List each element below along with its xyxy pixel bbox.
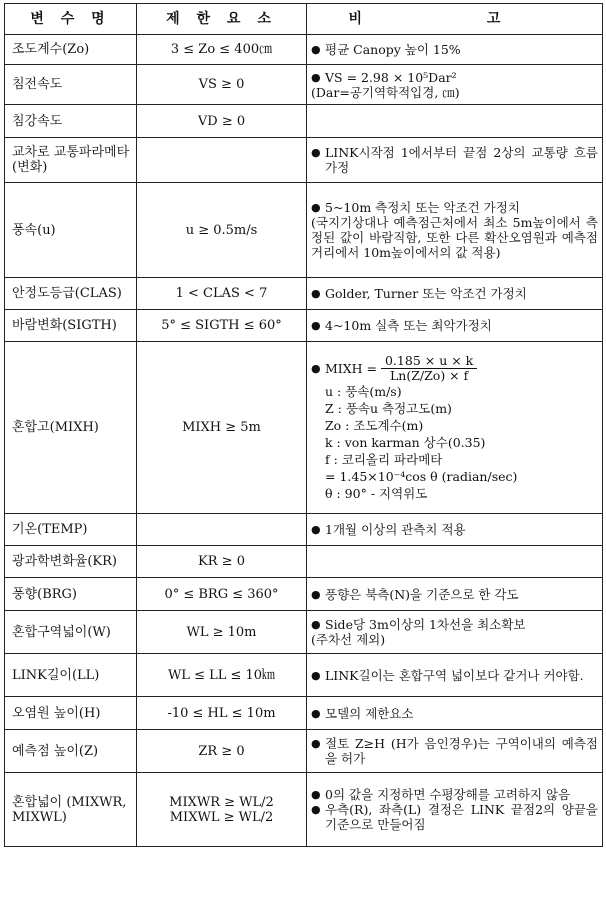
- note-cell: ● 절토 Z≥H (H가 음인경우)는 구역이내의 예측점을 허가: [307, 730, 603, 773]
- bullet-icon: ●: [311, 523, 321, 536]
- constraint-cell: u ≥ 0.5m/s: [137, 183, 307, 278]
- table-row: [5, 310, 603, 342]
- table-row: [5, 697, 603, 730]
- bullet-icon: ●: [311, 737, 321, 750]
- mixh-denominator: Ln(Z/Zo) × f: [389, 367, 469, 383]
- constraint-cell: [137, 514, 307, 546]
- bullet-icon: ●: [311, 668, 321, 682]
- constraint-cell: KR ≥ 0: [137, 546, 307, 578]
- note-cell: ● 5~10m 측정치 또는 악조건 가정치 (국지기상대나 예측점근처에서 최소 5m높이에서 측정된 값이 바람직함, 또한 다른 확산오염원과 예측점거리에서 10m높이에서의 값 적용): [307, 183, 603, 278]
- constraint-table: [4, 3, 603, 847]
- variable-cell: 예측점 높이(Z): [5, 730, 137, 773]
- variable-cell: 침강속도: [5, 105, 137, 138]
- mixh-def: f : 코리올리 파라메타: [325, 451, 443, 467]
- table-row: [5, 578, 603, 611]
- constraint-cell: VS ≥ 0: [137, 65, 307, 105]
- bullet-icon: ●: [311, 361, 321, 375]
- constraint-cell: ZR ≥ 0: [137, 730, 307, 773]
- constraint-cell: WL ≥ 10m: [137, 611, 307, 654]
- note-cell: ● 풍향은 북측(N)을 기준으로 한 각도: [307, 578, 603, 611]
- bullet-icon: ●: [311, 70, 321, 84]
- variable-cell: LINK길이(LL): [5, 654, 137, 697]
- variable-cell: 조도계수(Zo): [5, 35, 137, 65]
- note-cell: [307, 546, 603, 578]
- variable-cell: 기온(TEMP): [5, 514, 137, 546]
- note-cell: ● 모델의 제한요소: [307, 697, 603, 730]
- note-cell: ● VS = 2.98 × 10⁵Dar² (Dar=공기역학적입경, ㎝): [307, 65, 603, 105]
- note-cell: ● 0의 값을 지정하면 수평장해를 고려하지 않음 ● 우측(R), 좌측(L) 결정은 LINK 끝점2의 양끝을 기준으로 만들어짐: [307, 773, 603, 847]
- table-row: [5, 183, 603, 278]
- note-cell: ● LINK시작점 1에서부터 끝점 2상의 교통량 흐름가정: [307, 138, 603, 183]
- bullet-icon: ●: [311, 146, 321, 159]
- variable-cell: 광과학변화율(KR): [5, 546, 137, 578]
- variable-cell: 혼합구역넓이(W): [5, 611, 137, 654]
- mixh-def: θ : 90° - 지역위도: [325, 485, 428, 501]
- header-note: 비 고: [307, 4, 603, 35]
- variable-cell: 침전속도: [5, 65, 137, 105]
- table-row: [5, 105, 603, 138]
- table-row: [5, 138, 603, 183]
- variable-cell: 오염원 높이(H): [5, 697, 137, 730]
- bullet-icon: ●: [311, 803, 321, 816]
- table-row: [5, 65, 603, 105]
- header-row: [5, 4, 603, 35]
- header-variable: 변 수 명: [5, 4, 137, 35]
- constraint-cell: MIXH ≥ 5m: [137, 342, 307, 514]
- constraint-cell: 3 ≤ Zo ≤ 400㎝: [137, 35, 307, 65]
- bullet-icon: ●: [311, 319, 321, 332]
- bullet-icon: ●: [311, 201, 321, 214]
- constraint-cell: VD ≥ 0: [137, 105, 307, 138]
- variable-cell: 교차로 교통파라메타(변화): [5, 138, 137, 183]
- bullet-icon: ●: [311, 287, 321, 300]
- mixh-def: Zo : 조도계수(m): [325, 417, 424, 433]
- constraint-cell: -10 ≤ HL ≤ 10m: [137, 697, 307, 730]
- table-row: [5, 35, 603, 65]
- bullet-icon: ●: [311, 618, 321, 631]
- mixh-def: k : von karman 상수(0.35): [325, 434, 486, 450]
- variable-cell: 혼합고(MIXH): [5, 342, 137, 514]
- note-cell: ● LINK길이는 혼합구역 넓이보다 같거나 커야함.: [307, 654, 603, 697]
- constraint-cell: [137, 138, 307, 183]
- variable-cell: 풍향(BRG): [5, 578, 137, 611]
- bullet-icon: ●: [311, 788, 321, 801]
- header-constraint: 제 한 요 소: [137, 4, 307, 35]
- constraint-cell: WL ≤ LL ≤ 10㎞: [137, 654, 307, 697]
- table-row: [5, 611, 603, 654]
- note-cell: ● Golder, Turner 또는 악조건 가정치: [307, 278, 603, 310]
- mixh-lhs: MIXH =: [325, 360, 377, 376]
- table-row: [5, 730, 603, 773]
- note-cell: ● 4~10m 실측 또는 최악가정치: [307, 310, 603, 342]
- note-cell: ● Side당 3m이상의 1차선을 최소확보 (주차선 제외): [307, 611, 603, 654]
- mixh-def: = 1.45×10⁻⁴cos θ (radian/sec): [325, 468, 518, 484]
- mixh-formula-cell: [307, 342, 603, 514]
- table-row: [5, 342, 603, 514]
- constraint-cell: 0° ≤ BRG ≤ 360°: [137, 578, 307, 611]
- bullet-icon: ●: [311, 587, 321, 601]
- mixh-numerator: 0.185 × u × k: [381, 354, 477, 369]
- variable-cell: 바람변화(SIGTH): [5, 310, 137, 342]
- table-row: [5, 278, 603, 310]
- bullet-icon: ●: [311, 706, 321, 720]
- variable-cell: 혼합넓이 (MIXWR, MIXWL): [5, 773, 137, 847]
- constraint-cell: MIXWR ≥ WL/2 MIXWL ≥ WL/2: [137, 773, 307, 847]
- variable-cell: 안정도등급(CLAS): [5, 278, 137, 310]
- note-cell: ● 1개월 이상의 관측치 적용: [307, 514, 603, 546]
- mixh-def: u : 풍속(m/s): [325, 383, 402, 399]
- table-row: [5, 773, 603, 847]
- mixh-def: Z : 풍속u 측정고도(m): [325, 400, 452, 416]
- variable-cell: 풍속(u): [5, 183, 137, 278]
- note-cell: [307, 105, 603, 138]
- constraint-cell: 5° ≤ SIGTH ≤ 60°: [137, 310, 307, 342]
- table-row: [5, 546, 603, 578]
- note-cell: ● 평균 Canopy 높이 15%: [307, 35, 603, 65]
- table-row: [5, 654, 603, 697]
- table-row: [5, 514, 603, 546]
- mixh-fraction: [381, 354, 477, 383]
- constraint-cell: 1 < CLAS < 7: [137, 278, 307, 310]
- bullet-icon: ●: [311, 43, 321, 56]
